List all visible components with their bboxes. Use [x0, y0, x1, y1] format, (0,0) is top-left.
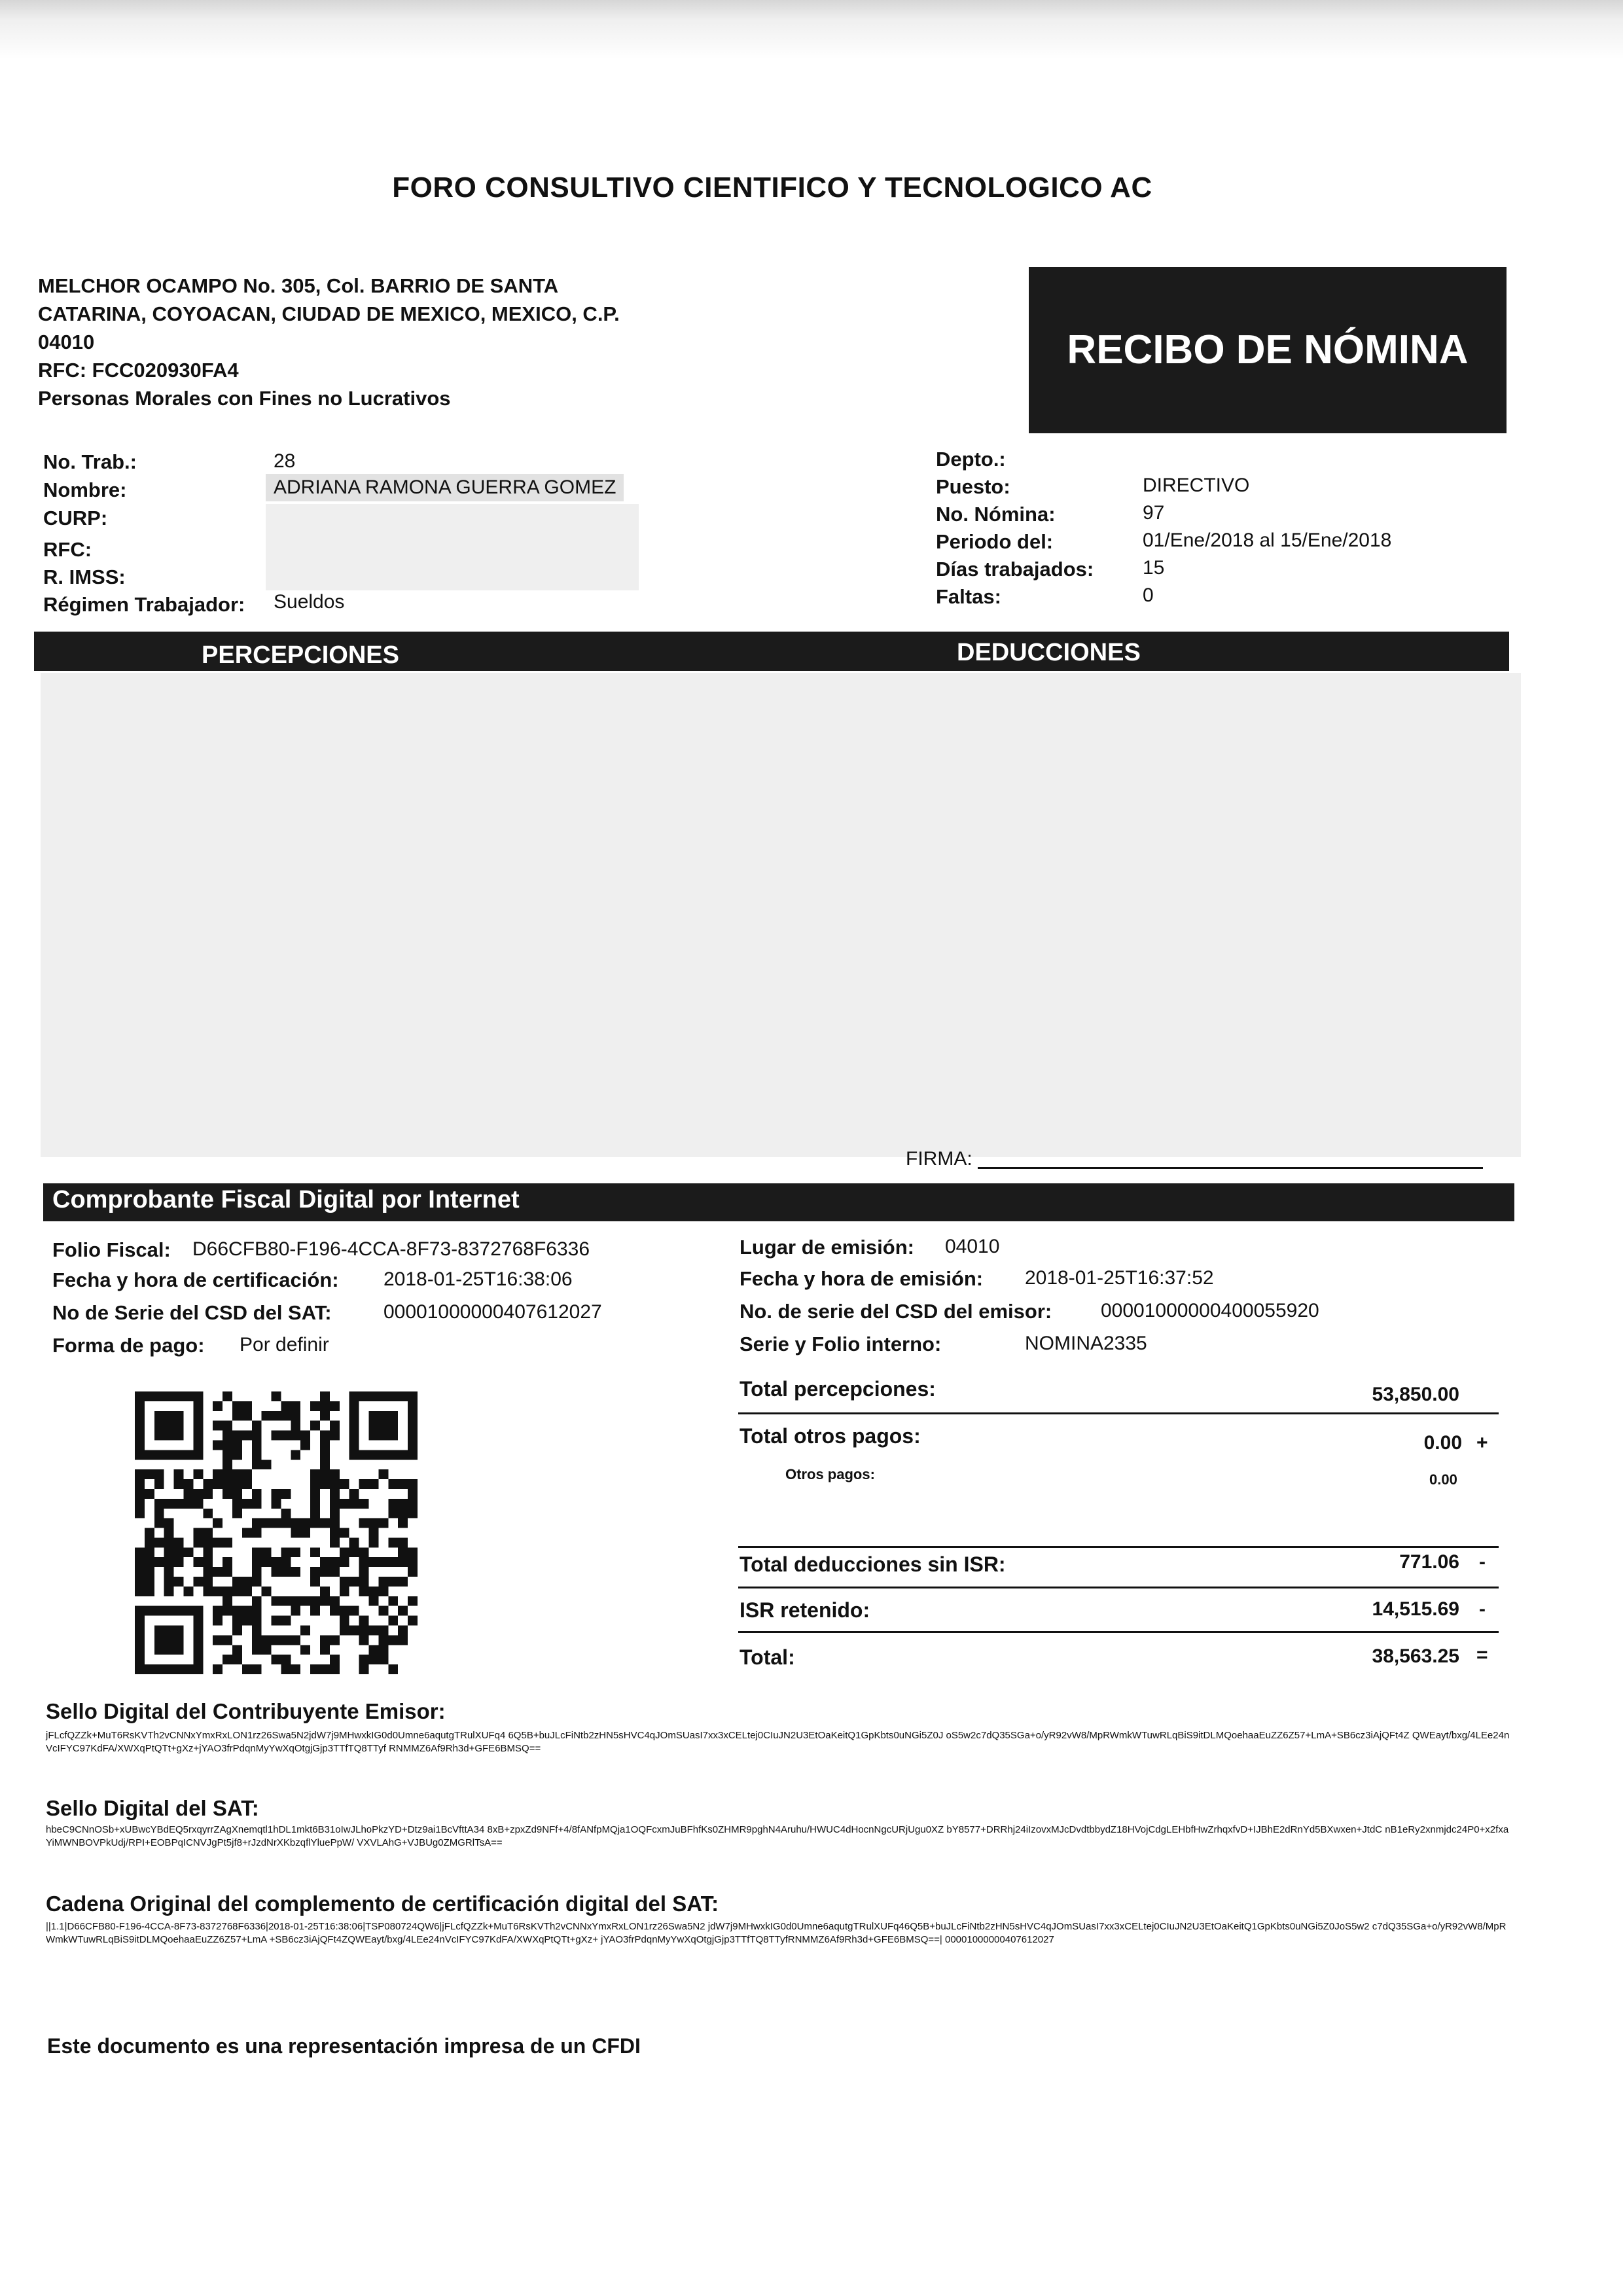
nomina-value: 97	[1143, 502, 1165, 524]
serie-sat-value: 00001000000407612027	[383, 1301, 602, 1323]
page-top-edge	[0, 0, 1623, 79]
redacted-detail-table	[41, 673, 1521, 1157]
no-trab-value: 28	[274, 450, 296, 472]
total-label: Total:	[740, 1645, 795, 1669]
deducciones-header: DEDUCCIONES	[957, 639, 1141, 666]
puesto-label: Puesto:	[936, 475, 1010, 498]
isr-value: 14,515.69	[1372, 1598, 1459, 1620]
cadena-title: Cadena Original del complemento de certificación digital del SAT:	[46, 1892, 719, 1916]
totals-rule	[738, 1546, 1499, 1548]
otros-pagos-label: Otros pagos:	[785, 1466, 875, 1482]
cert-label: Fecha y hora de certificación:	[52, 1268, 339, 1291]
sello-sat-text: hbeC9CNnOSb+xUBwcYBdEQ5rxqyrrZAgXnemqtl1hDL1mkt6B31oIwJLhoPkzYD+Dtz9ai1BcVfttA34 8xB+zpxZd9NFf+4/8fANfpMQja1OQFcxmJuBFhfKs0ZHMR9pghN4Aruhu/HWUC4dHocnNgcURjUgu0XZ bY8577+DRRhj24iIzovxMJcDvdtbbydZ18HVojCdgLEHbfHwZrhqxfvD+IJBhE2dRnYd5BXwxen+JtdC nB1eRy2xnmjdc24P0+x2fxaYiMWNBOVPkUdj/RPI+EOBPqICNVJgPt5jf8+rJzdNrXKbzqflYluePpW/ VXVLAhG+VJBUg0ZMGRlTsA==	[46, 1824, 1509, 1848]
curp-label: CURP:	[43, 507, 108, 529]
totals-rule	[738, 1412, 1499, 1414]
regimen-value: Sueldos	[274, 591, 345, 613]
pago-value: Por definir	[240, 1334, 329, 1355]
emision-label: Fecha y hora de emisión:	[740, 1267, 984, 1290]
folio-interno-value: NOMINA2335	[1025, 1333, 1147, 1354]
nomina-label: No. Nómina:	[936, 503, 1056, 526]
otros-pagos-value: 0.00	[1429, 1471, 1457, 1488]
total-deducciones-label: Total deducciones sin ISR:	[740, 1552, 1006, 1576]
address-line: MELCHOR OCAMPO No. 305, Col. BARRIO DE SANTA	[38, 274, 559, 297]
sello-emisor-title: Sello Digital del Contribuyente Emisor:	[46, 1699, 446, 1723]
company-address	[38, 272, 692, 412]
redacted-employee-ids	[266, 504, 639, 590]
footer-note: Este documento es una representación impresa de un CFDI	[47, 2034, 641, 2058]
rfc-label: RFC:	[43, 538, 92, 561]
total-otros-value: 0.00	[1423, 1432, 1462, 1454]
periodo-value: 01/Ene/2018 al 15/Ene/2018	[1143, 529, 1392, 551]
emision-value: 2018-01-25T16:37:52	[1025, 1267, 1214, 1289]
cfdi-title: Comprobante Fiscal Digital por Internet	[52, 1186, 520, 1213]
isr-sign: -	[1479, 1598, 1486, 1620]
address-line: CATARINA, COYOACAN, CIUDAD DE MEXICO, MEXICO, C.P.	[38, 302, 620, 325]
periodo-label: Periodo del:	[936, 530, 1054, 553]
isr-label: ISR retenido:	[740, 1598, 870, 1622]
puesto-value: DIRECTIVO	[1143, 475, 1250, 496]
address-line: 04010	[38, 331, 95, 353]
company-regime: Personas Morales con Fines no Lucrativos	[38, 387, 451, 410]
no-trab-label: No. Trab.:	[43, 450, 137, 473]
total-deducciones-value: 771.06	[1399, 1551, 1459, 1573]
total-percepciones-label: Total percepciones:	[740, 1377, 936, 1401]
nombre-label: Nombre:	[43, 478, 127, 501]
cert-value: 2018-01-25T16:38:06	[383, 1268, 573, 1290]
totals-rule	[738, 1631, 1499, 1633]
faltas-label: Faltas:	[936, 585, 1001, 608]
faltas-value: 0	[1143, 584, 1154, 606]
firma-line	[978, 1167, 1483, 1169]
cadena-text: ||1.1|D66CFB80-F196-4CCA-8F73-8372768F6336|2018-01-25T16:38:06|TSP080724QW6|jFLcfQZZk+MuT6RsKVTh2vCNNxYmxRxLON1rz26Swa5N2 jdW7j9MHwxkIG0d0Umne6aqutgTRulXUFq46Q5B+buJLcFiNtb2zHN5sHVC4qJOmSUasI7xx3xCELtej0CIuJN2U3EtOaKeitQ1GpKbts0uNGi5Z0JoS5w2 c7dQ35SGa+o/yR92vW8/MpRWmkWTuwRLqBiS9itDLMQoehaaEuZZ6Z57+LmA +SB6cz3iAjQFt4ZQWEayt/bxg/4LEe24nVcIFYC97KdFA/XWXqPtQTt+gXz+ jYAO3frPdqnMyYwXqOtgjGjp3TTfTQ8TTyfRNMMZ6Af9Rh3d+GFE6BMSQ==| 00001000000407612027	[46, 1921, 1507, 1945]
imss-label: R. IMSS:	[43, 565, 126, 588]
lugar-value: 04010	[945, 1236, 1000, 1257]
folio-label: Folio Fiscal:	[52, 1238, 171, 1261]
total-otros-label: Total otros pagos:	[740, 1424, 921, 1448]
lugar-label: Lugar de emisión:	[740, 1236, 914, 1259]
nombre-value: ADRIANA RAMONA GUERRA GOMEZ	[266, 474, 624, 501]
folio-interno-label: Serie y Folio interno:	[740, 1333, 942, 1355]
percepciones-header: PERCEPCIONES	[202, 641, 399, 669]
depto-label: Depto.:	[936, 448, 1006, 471]
total-otros-sign: +	[1476, 1432, 1488, 1454]
pago-label: Forma de pago:	[52, 1334, 205, 1357]
dias-label: Días trabajados:	[936, 558, 1094, 581]
totals-rule	[738, 1587, 1499, 1588]
serie-emisor-label: No. de serie del CSD del emisor:	[740, 1300, 1052, 1323]
regimen-label: Régimen Trabajador:	[43, 593, 245, 616]
folio-value: D66CFB80-F196-4CCA-8F73-8372768F6336	[192, 1238, 590, 1260]
total-value: 38,563.25	[1372, 1645, 1459, 1667]
total-deducciones-sign: -	[1479, 1551, 1486, 1573]
qr-code	[135, 1391, 418, 1674]
company-name: FORO CONSULTIVO CIENTIFICO Y TECNOLOGICO AC	[392, 171, 1152, 204]
firma-label: FIRMA:	[906, 1148, 972, 1170]
company-rfc: RFC: FCC020930FA4	[38, 359, 239, 382]
total-percepciones-value: 53,850.00	[1372, 1384, 1459, 1405]
serie-emisor-value: 00001000000400055920	[1101, 1300, 1319, 1321]
sello-emisor-text: jFLcfQZZk+MuT6RsKVTh2vCNNxYmxRxLON1rz26Swa5N2jdW7j9MHwxkIG0d0Umne6aqutgTRulXUFq4 6Q5B+buJLcFiNtb2zHN5sHVC4qJOmSUasI7xx3xCELtej0CIuJN2U3EtOaKeitQ1GpKbts0uNGi5Z0J oS5w2c7dQ35SGa+o/yR92vW8/MpRWmkWTuwRLqBiS9itDLMQoehaaEuZZ6Z57+LmA+SB6cz3iAjQFt4Z QWEayt/bxg/4LEe24nVcIFYC97KdFA/XWXqPtQTt+gXz+jYAO3frPdqnMyYwXqOtgjGjp3TTfTQ8TTyf RNMMZ6Af9Rh3d+GFE6BMSQ==	[46, 1730, 1510, 1754]
serie-sat-label: No de Serie del CSD del SAT:	[52, 1301, 332, 1324]
total-sign: =	[1476, 1644, 1488, 1666]
sello-sat-title: Sello Digital del SAT:	[46, 1796, 259, 1820]
document-title-box: RECIBO DE NÓMINA	[1029, 267, 1507, 433]
dias-value: 15	[1143, 557, 1165, 579]
